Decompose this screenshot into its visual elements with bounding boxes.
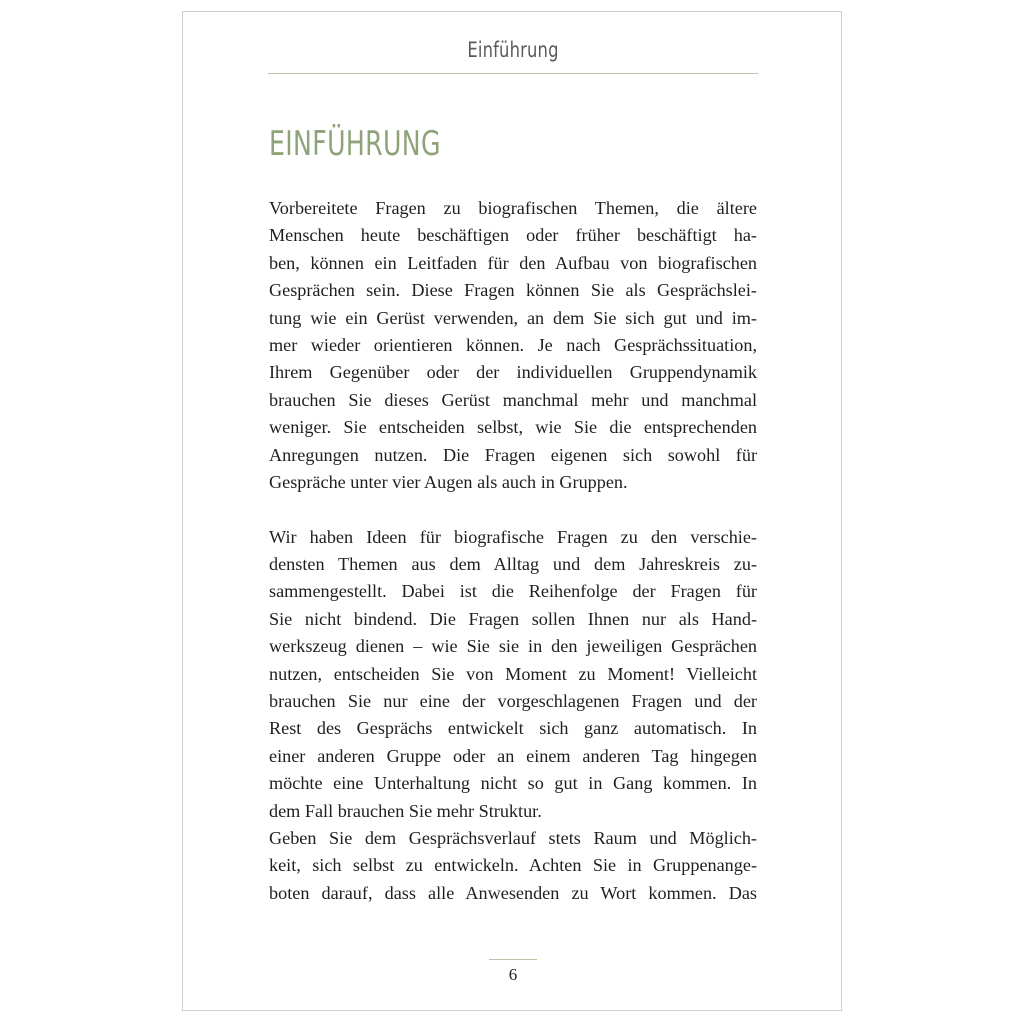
- text-line: Sie nicht bindend. Die Fragen sollen Ihnen nur als Hand-: [269, 608, 757, 629]
- text-line: dem Fall brauchen Sie mehr Struktur.: [269, 800, 542, 821]
- text-line: Ihrem Gegenüber oder der individuellen Gruppendynamik: [269, 362, 757, 383]
- body-text: [269, 195, 757, 907]
- text-line: Vorbereitete Fragen zu biografischen Themen, die ältere: [269, 198, 757, 218]
- text-line: Gespräche unter vier Augen als auch in Gruppen.: [269, 471, 628, 492]
- page-number: 6: [508, 965, 518, 984]
- text-line: tung wie ein Gerüst verwenden, an dem Sie sich gut und im-: [269, 307, 757, 328]
- paragraph-gap: [269, 496, 757, 523]
- running-head-rule: [268, 73, 758, 74]
- text-line: boten darauf, dass alle Anwesenden zu Wort kommen. Das: [269, 882, 757, 903]
- book-page: [182, 11, 842, 1011]
- text-line: Wir haben Ideen für biografische Fragen zu den verschie-: [269, 526, 757, 547]
- text-line: nutzen, entscheiden Sie von Moment zu Moment! Vielleicht: [269, 663, 757, 684]
- text-line: mer wieder orientieren können. Je nach Gesprächssituation,: [269, 334, 757, 355]
- page-number-rule: [489, 959, 537, 960]
- text-line: Menschen heute beschäftigen oder früher beschäftigt ha-: [269, 225, 757, 246]
- text-line: sammengestellt. Dabei ist die Reihenfolge der Fragen für: [269, 581, 757, 602]
- chapter-title: EINFÜHRUNG: [269, 124, 441, 164]
- text-line: brauchen Sie nur eine der vorgeschlagenen Fragen und der: [269, 691, 757, 712]
- text-line: keit, sich selbst zu entwickeln. Achten Sie in Gruppenange-: [269, 855, 757, 876]
- text-line: brauchen Sie dieses Gerüst manchmal mehr und manchmal: [269, 389, 757, 410]
- running-head: Einführung: [467, 38, 559, 62]
- text-line: Rest des Gesprächs entwickelt sich ganz automatisch. In: [269, 718, 757, 739]
- text-line: Geben Sie dem Gesprächsverlauf stets Raum und Möglich-: [269, 827, 757, 848]
- text-line: densten Themen aus dem Alltag und dem Jahreskreis zu-: [269, 554, 757, 575]
- text-line: weniger. Sie entscheiden selbst, wie Sie die entsprechenden: [269, 417, 757, 438]
- text-line: möchte eine Unterhaltung nicht so gut in Gang kommen. In: [269, 773, 757, 794]
- text-line: ben, können ein Leitfaden für den Aufbau von biografischen: [269, 252, 757, 273]
- text-line: Gesprächen sein. Diese Fragen können Sie als Gesprächslei-: [269, 280, 757, 301]
- text-line: Anregungen nutzen. Die Fragen eigenen sich sowohl für: [269, 444, 757, 465]
- text-line: einer anderen Gruppe oder an einem anderen Tag hingegen: [269, 745, 757, 766]
- text-line: werkszeug dienen – wie Sie sie in den jeweiligen Gesprächen: [269, 636, 757, 657]
